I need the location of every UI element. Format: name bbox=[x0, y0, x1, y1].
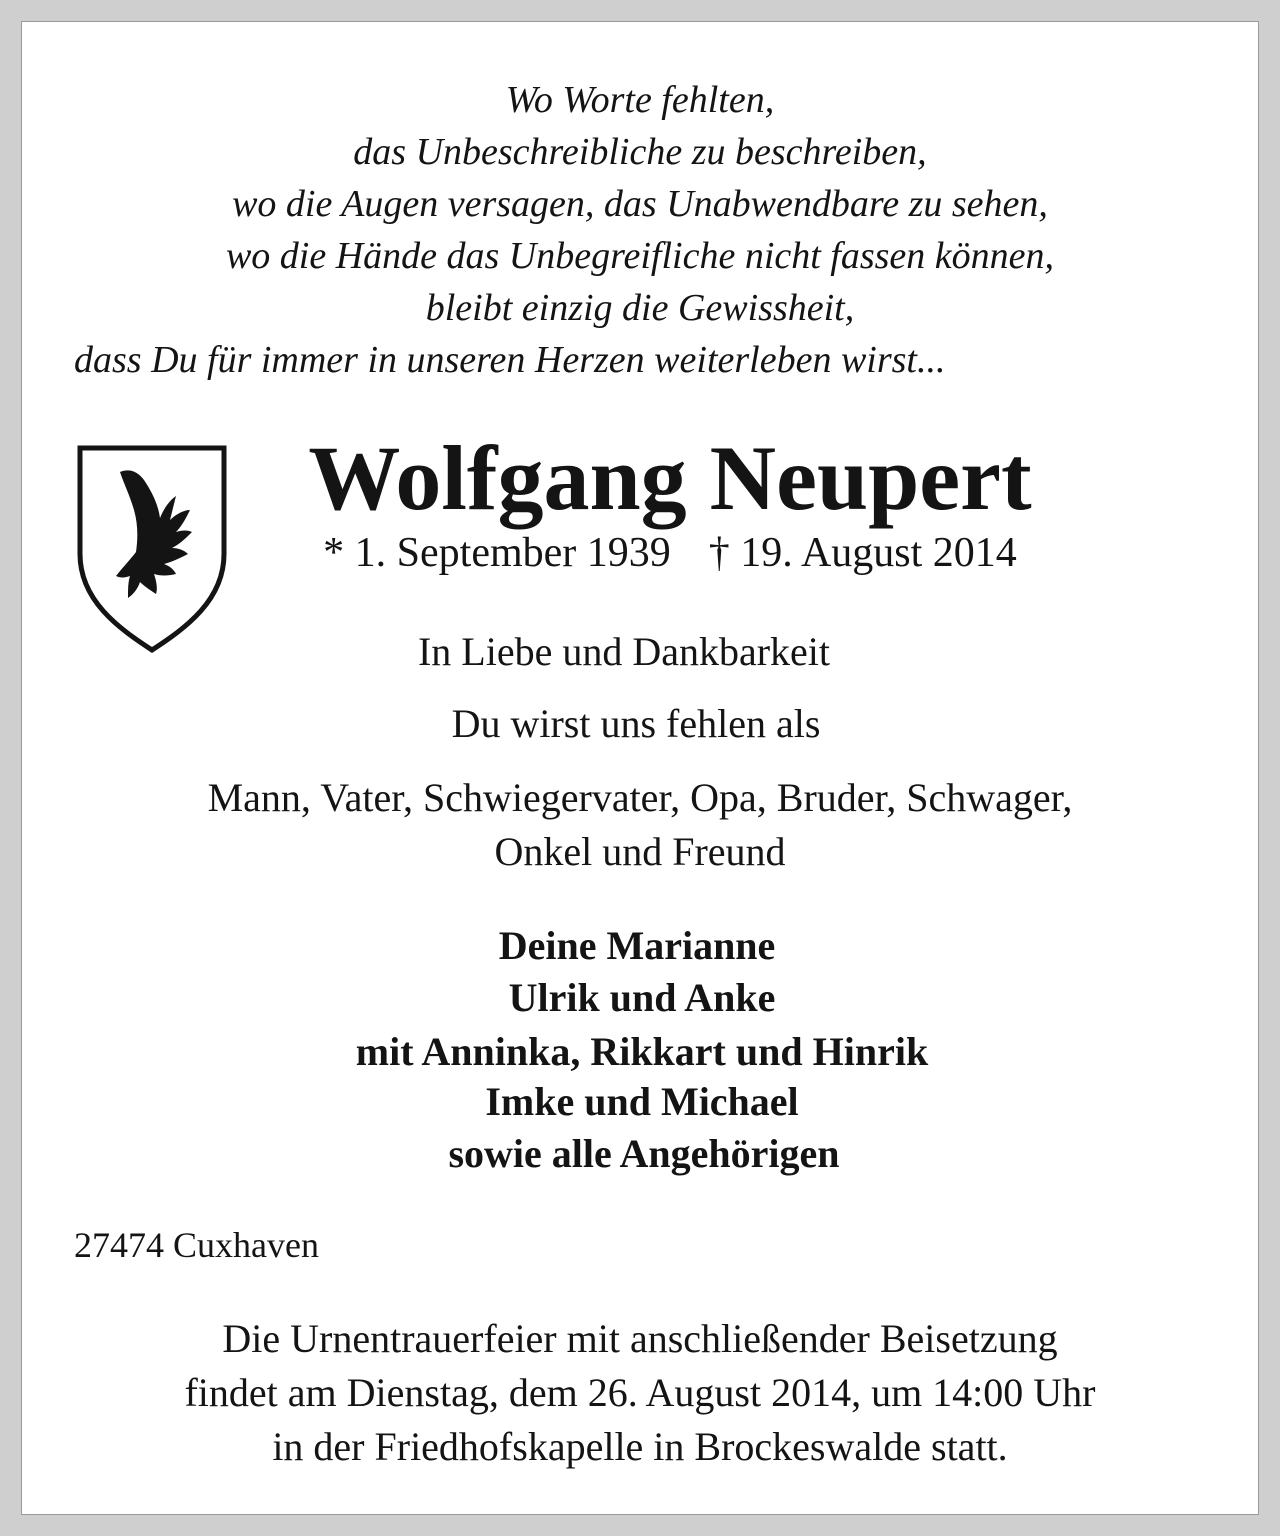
poem-line: bleibt einzig die Gewissheit, bbox=[425, 287, 855, 329]
deceased-name: Wolfgang Neupert bbox=[308, 427, 1032, 529]
poem-line: Wo Worte fehlten, bbox=[505, 79, 775, 121]
service-line: in der Friedhofskapelle in Brockeswalde statt. bbox=[272, 1424, 1008, 1469]
mourner-line: sowie alle Angehörigen bbox=[448, 1131, 840, 1176]
death-date: † 19. August 2014 bbox=[708, 530, 1017, 576]
poem-line: dass Du für immer in unseren Herzen weiterleben wirst... bbox=[74, 339, 946, 381]
poem-line: wo die Hände das Unbegreifliche nicht fassen können, bbox=[225, 235, 1055, 277]
roles-line: Mann, Vater, Schwiegervater, Opa, Bruder, Schwager, bbox=[207, 775, 1073, 820]
mourner-line: Ulrik und Anke bbox=[508, 975, 776, 1020]
dedication-line: In Liebe und Dankbarkeit bbox=[417, 629, 831, 674]
service-line: Die Urnentrauerfeier mit anschließender Beisetzung bbox=[222, 1316, 1058, 1361]
mourner-line: mit Anninka, Rikkart und Hinrik bbox=[355, 1029, 929, 1074]
dedication-line: Du wirst uns fehlen als bbox=[451, 701, 821, 746]
poem-line: wo die Augen versagen, das Unabwendbare zu sehen, bbox=[232, 183, 1048, 225]
birth-date: * 1. September 1939 bbox=[323, 530, 671, 576]
service-line: findet am Dienstag, dem 26. August 2014, um 14:00 Uhr bbox=[184, 1370, 1096, 1415]
life-dates bbox=[250, 526, 1090, 580]
mourner-line: Imke und Michael bbox=[485, 1079, 799, 1124]
poem bbox=[40, 74, 1240, 386]
place-of-residence: 27474 Cuxhaven bbox=[74, 1225, 319, 1265]
poem-line: das Unbeschreibliche zu beschreiben, bbox=[353, 131, 927, 173]
coat-of-arms-shield-antler-icon bbox=[76, 442, 228, 654]
roles-line: Onkel und Freund bbox=[494, 829, 786, 874]
mourner-line: Deine Marianne bbox=[498, 923, 776, 968]
service-announcement bbox=[40, 1312, 1240, 1474]
